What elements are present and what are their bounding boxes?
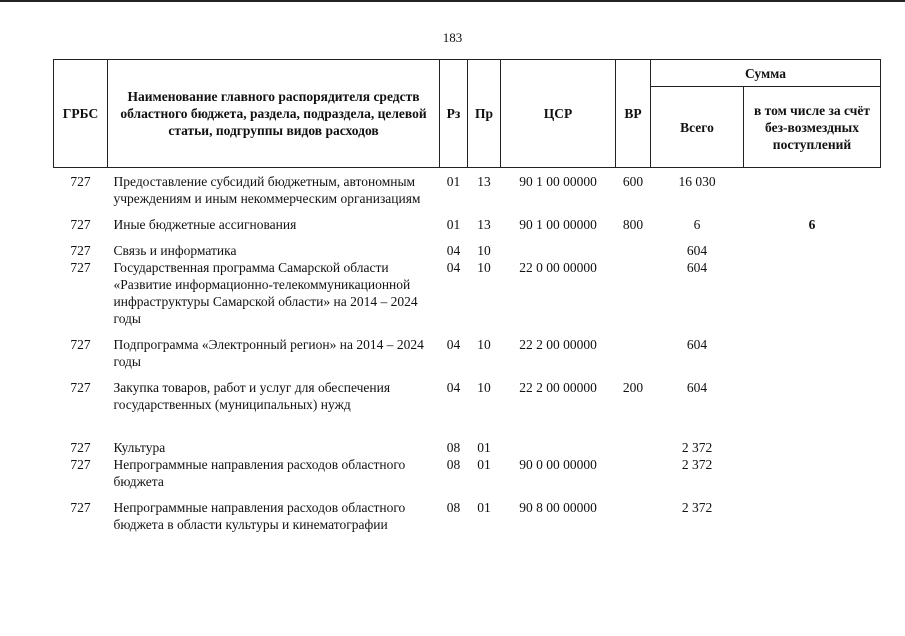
table-row — [54, 456, 881, 499]
cell-grbs: 727 — [70, 380, 91, 395]
cell-csr — [501, 439, 616, 456]
cell-vr: 800 — [622, 217, 644, 232]
cell-grbs: 727 — [70, 457, 91, 472]
table-row — [54, 439, 881, 456]
cell-csr: 90 1 00 00000 — [519, 217, 597, 232]
cell-vr — [616, 242, 651, 259]
table-row — [54, 259, 881, 336]
header-grbs: ГРБС — [54, 60, 108, 168]
cell-pr: 10 — [477, 243, 491, 258]
cell-rz: 08 — [446, 440, 461, 455]
cell-total: 604 — [686, 337, 708, 352]
cell-pr: 13 — [477, 174, 491, 189]
cell-total: 604 — [686, 243, 708, 258]
cell-pr: 10 — [477, 337, 491, 352]
cell-pr: 01 — [477, 440, 491, 455]
cell-total: 16 030 — [678, 174, 716, 189]
page-number: 183 — [442, 30, 463, 45]
cell-free — [744, 242, 881, 259]
table-row — [54, 242, 881, 259]
table-row — [54, 216, 881, 242]
cell-csr: 90 8 00 00000 — [519, 500, 597, 515]
cell-csr: 90 0 00 00000 — [519, 457, 597, 472]
table-header — [54, 60, 881, 168]
cell-free — [744, 456, 881, 499]
cell-name: Непрограммные направления расходов областного бюджета — [113, 457, 406, 489]
cell-name: Закупка товаров, работ и услуг для обеспечения государственных (муниципальных) нужд — [113, 380, 391, 412]
cell-csr: 22 0 00 00000 — [519, 260, 597, 275]
cell-total: 2 372 — [681, 500, 713, 515]
cell-csr: 22 2 00 00000 — [519, 380, 597, 395]
cell-grbs: 727 — [70, 337, 91, 352]
cell-grbs: 727 — [70, 174, 91, 189]
header-free: в том числе за счёт без-возмездных поступлений — [744, 87, 881, 168]
cell-free — [744, 439, 881, 456]
cell-grbs: 727 — [70, 217, 91, 232]
cell-total: 6 — [693, 217, 701, 232]
cell-rz: 01 — [446, 174, 461, 189]
cell-vr — [616, 456, 651, 499]
cell-grbs: 727 — [70, 260, 91, 275]
cell-csr — [501, 242, 616, 259]
table-row — [54, 379, 881, 439]
budget-table — [53, 59, 881, 533]
cell-pr: 10 — [477, 380, 491, 395]
table-row — [54, 499, 881, 533]
cell-rz: 04 — [446, 260, 461, 275]
cell-free — [744, 336, 881, 379]
cell-rz: 04 — [446, 243, 461, 258]
cell-total: 604 — [686, 380, 708, 395]
table-row — [54, 168, 881, 217]
cell-name: Связь и информатика — [113, 243, 237, 258]
cell-total: 2 372 — [681, 457, 713, 472]
cell-csr: 22 2 00 00000 — [519, 337, 597, 352]
cell-vr — [616, 499, 651, 533]
cell-rz: 08 — [446, 500, 461, 515]
top-rule — [0, 0, 905, 2]
cell-rz: 04 — [446, 337, 461, 352]
cell-pr: 01 — [477, 500, 491, 515]
header-csr: ЦСР — [501, 60, 616, 168]
cell-pr: 01 — [477, 457, 491, 472]
cell-vr — [616, 259, 651, 336]
cell-pr: 10 — [477, 260, 491, 275]
cell-free — [744, 168, 881, 217]
cell-pr: 13 — [477, 217, 491, 232]
cell-rz: 08 — [446, 457, 461, 472]
header-sum: Сумма — [651, 60, 881, 87]
cell-vr: 600 — [622, 174, 644, 189]
cell-name: Культура — [113, 440, 166, 455]
table-body — [54, 168, 881, 534]
header-vr: ВР — [616, 60, 651, 168]
cell-total: 2 372 — [681, 440, 713, 455]
cell-vr — [616, 336, 651, 379]
cell-name: Иные бюджетные ассигнования — [113, 217, 297, 232]
cell-free — [744, 259, 881, 336]
cell-name: Предоставление субсидий бюджетным, автономным учреждениям и иным некоммерческим организациям — [113, 174, 421, 206]
cell-free — [744, 379, 881, 439]
cell-rz: 04 — [446, 380, 461, 395]
cell-free — [744, 499, 881, 533]
cell-vr — [616, 439, 651, 456]
cell-rz: 01 — [446, 217, 461, 232]
cell-vr: 200 — [622, 380, 644, 395]
cell-name: Подпрограмма «Электронный регион» на 2014 – 2024 годы — [113, 337, 424, 369]
cell-grbs: 727 — [70, 243, 91, 258]
table-row — [54, 336, 881, 379]
header-total: Всего — [651, 87, 744, 168]
header-rz: Рз — [440, 60, 468, 168]
cell-name: Непрограммные направления расходов областного бюджета в области культуры и кинематографии — [113, 500, 406, 532]
header-pr: Пр — [468, 60, 501, 168]
header-name: Наименование главного распорядителя средств областного бюджета, раздела, подраздела, целевой статьи, подгруппы видов расходов — [108, 60, 440, 168]
cell-free: 6 — [808, 217, 816, 232]
cell-name: Государственная программа Самарской области «Развитие информационно-телекоммуникационной инфраструктуры Самарской области» на 2014 – 2024 годы — [113, 260, 418, 326]
cell-csr: 90 1 00 00000 — [519, 174, 597, 189]
cell-grbs: 727 — [70, 440, 91, 455]
cell-grbs: 727 — [70, 500, 91, 515]
cell-total: 604 — [686, 260, 708, 275]
